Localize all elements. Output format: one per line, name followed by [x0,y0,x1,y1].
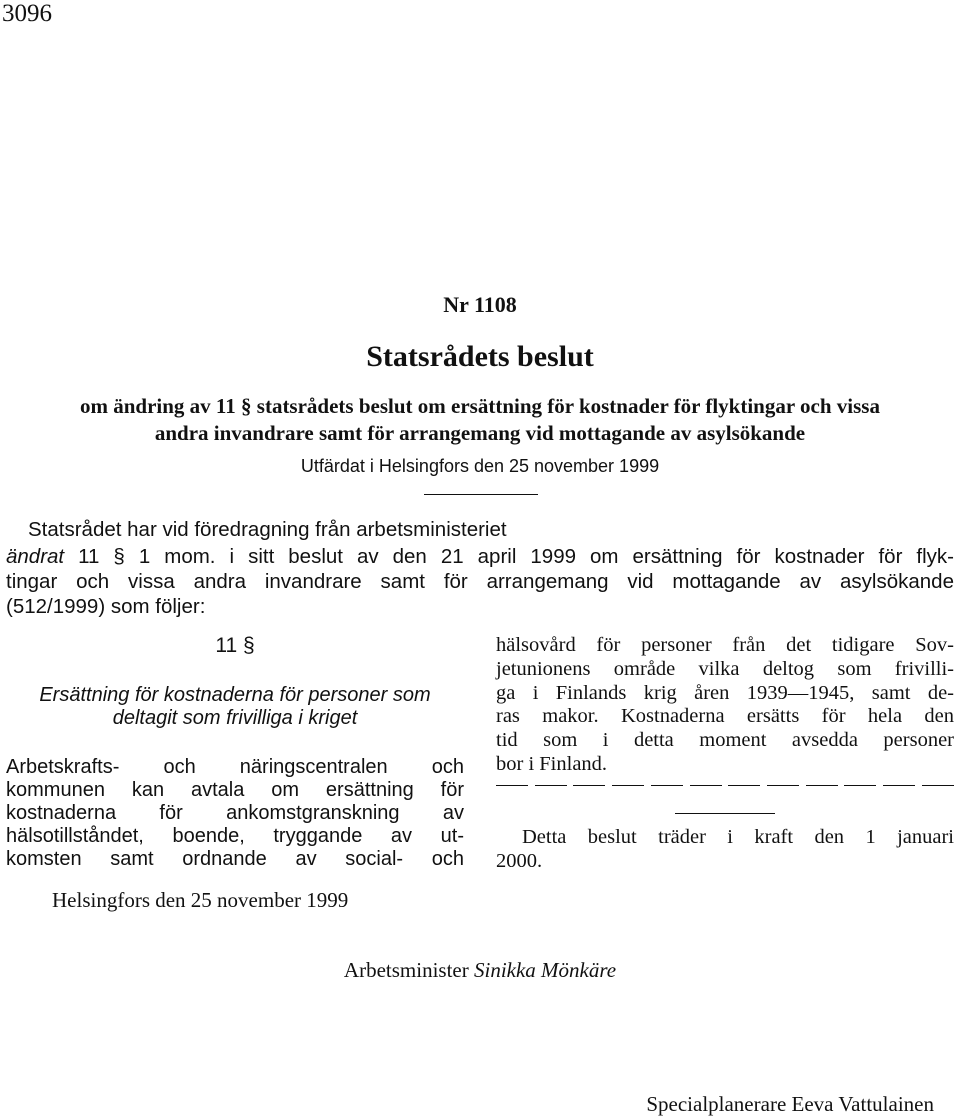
body-line: Arbetskrafts- och näringscentralen och [6,756,464,778]
body-line: ga i Finlands krig åren 1939—1945, samt de- [496,681,954,704]
changed-word: ändrat [6,545,65,568]
intro-paragraph [6,544,954,619]
intro-paragraph-line-2 [6,544,954,569]
minister-name: Sinikka Mönkäre [473,958,617,982]
body-line: jetunionens område vilka deltog som frivilli- [496,657,954,680]
document-title: Statsrådets beslut [366,340,594,373]
intro-paragraph-line-2-rest: 11 § 1 mom. i sitt beslut av den 21 april 1999 om ersättning för kostnader för flyk- [64,545,954,568]
body-line: bor i Finland. [496,752,608,775]
document-number: Nr 1108 [443,292,517,317]
subtitle-line-2: andra invandrare samt för arrangemang vid mottagande av asylsökande [154,421,806,445]
right-column [496,634,954,873]
minister-signature [0,958,960,983]
planner-signature: Specialplanerare Eeva Vattulainen [646,1092,934,1116]
section-caption-line-2: deltagit som frivilliga i kriget [112,707,358,729]
body-line: hälsotillståndet, boende, tryggande av ut- [6,825,464,847]
body-line: ras makor. Kostnaderna ersätts för hela den [496,705,954,728]
minister-title: Arbetsminister [343,958,469,982]
page-number: 3096 [2,0,52,27]
body-line: hälsovård för personer från det tidigare Sov- [496,634,954,656]
issued-date: Utfärdat i Helsingfors den 25 november 1999 [300,456,660,476]
section-body-left [6,756,464,871]
section-end-rule [675,813,775,814]
section-heading: 11 § [215,634,255,657]
effective-date-paragraph [496,826,954,874]
document-subtitle [6,393,954,447]
effective-line-1: Detta beslut träder i kraft den 1 januari [522,825,954,848]
intro-paragraph-line-4: (512/1999) som följer: [6,595,206,618]
body-line: komsten samt ordnande av social- och [6,848,464,870]
intro-line: Statsrådet har vid föredragning från arbetsministeriet [28,518,507,541]
subtitle-line-1: om ändring av 11 § statsrådets beslut om ersättning för kostnader för flyktingar och vissa [80,394,880,418]
section-caption [6,684,464,730]
left-column [6,634,464,871]
dashed-separator [496,785,954,797]
section-body-right [496,634,954,777]
signing-place-date: Helsingfors den 25 november 1999 [52,888,349,912]
body-line: kommunen kan avtala om ersättning för [6,779,464,801]
body-line: tid som i detta moment avsedda personer [496,729,954,752]
effective-line-2: 2000. [496,849,543,872]
intro-paragraph-line-3: tingar och vissa andra invandrare samt för arrangemang vid mottagande av asylsökande [6,570,954,593]
section-caption-line-1: Ersättning för kostnaderna för personer som [39,684,431,706]
body-line: kostnaderna för ankomstgranskning av [6,802,464,824]
title-divider [424,494,538,495]
